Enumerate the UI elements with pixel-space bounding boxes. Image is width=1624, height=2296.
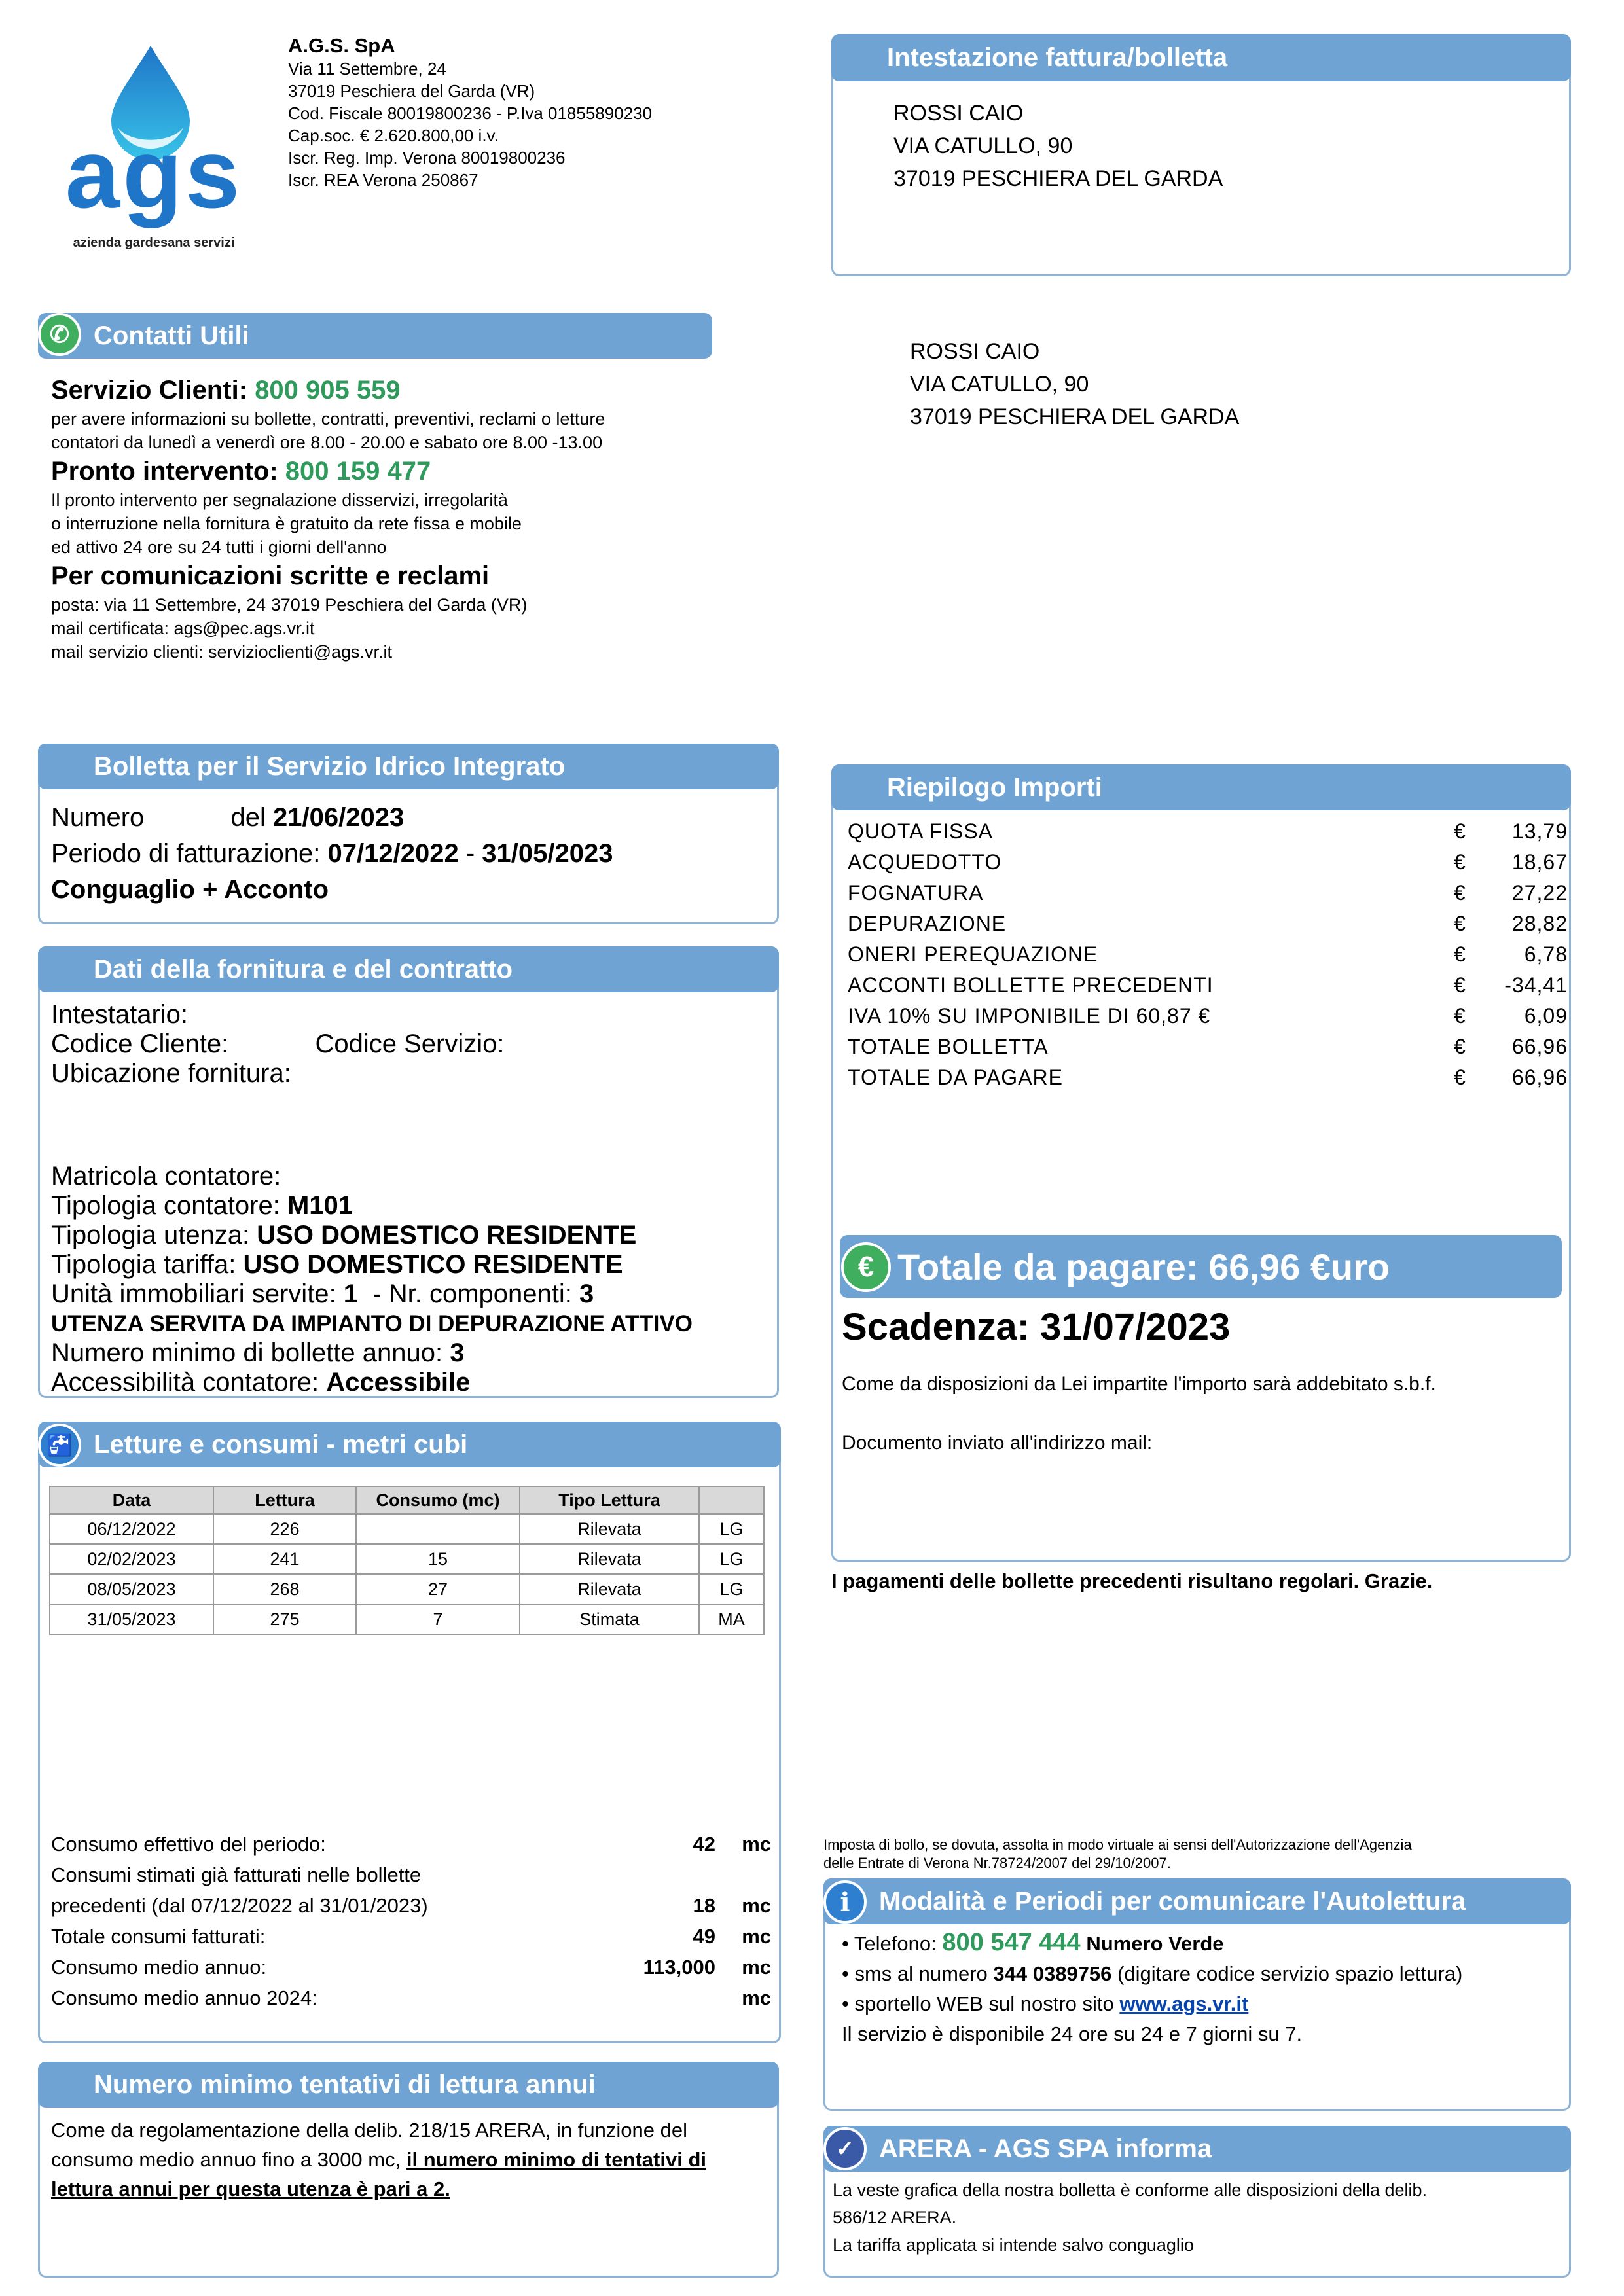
tentativi-line-1: Come da regolamentazione della delib. 218/15 ARERA, in funzione del [51, 2119, 687, 2142]
scadenza: Scadenza: 31/07/2023 [842, 1306, 1231, 1348]
logo-text: ags [65, 118, 243, 228]
riepilogo-row [848, 1066, 1568, 1096]
telefono-label: • Telefono: [842, 1932, 937, 1955]
tip-utenza-label: Tipologia utenza: [51, 1221, 250, 1249]
bollo-line-1: Imposta di bollo, se dovuta, assolta in modo virtuale ai sensi dell'Autorizzazione dell'Agenzia [823, 1837, 1412, 1853]
riepilogo-row [848, 973, 1568, 1004]
riepilogo-row [848, 1004, 1568, 1035]
fornitura-header [38, 946, 779, 992]
servizio-desc-2: contatori da lunedì a venerdì ore 8.00 - 20.00 e sabato ore 8.00 -13.00 [51, 433, 603, 452]
tentativi-line-2a: consumo medio annuo fino a 3000 mc, [51, 2148, 401, 2171]
company-address: Via 11 Settembre, 24 [288, 59, 446, 79]
bolletta-header [38, 744, 779, 789]
disposizioni-note: Come da disposizioni da Lei impartite l'importo sarà addebitato s.b.f. [842, 1373, 1436, 1395]
disponibilita-note: Il servizio è disponibile 24 ore su 24 e 7 giorni su 7. [842, 2022, 1303, 2045]
cell-consumo: 27 [356, 1574, 520, 1604]
arera-line-1: La veste grafica della nostra bolletta è conforme alle disposizioni della delib. [833, 2180, 1428, 2200]
letture-table [49, 1486, 765, 1635]
cell-consumo [356, 1514, 520, 1544]
letture-title: Letture e consumi - metri cubi [94, 1429, 468, 1459]
periodo-from: 07/12/2022 [327, 839, 459, 868]
riepilogo-row [848, 881, 1568, 912]
consumo-medio-2024-label: Consumo medio annuo 2024: [51, 1986, 317, 2009]
servizio-clienti-number[interactable]: 800 905 559 [255, 376, 401, 404]
cell-codice: LG [699, 1544, 764, 1574]
consumo-medio-label: Consumo medio annuo: [51, 1956, 267, 1979]
table-row [50, 1604, 764, 1634]
riepilogo-row [848, 912, 1568, 942]
unita-value: 1 [343, 1280, 359, 1308]
table-row [50, 1544, 764, 1574]
company-rea: Iscr. REA Verona 250867 [288, 170, 478, 190]
tentativi-line-2b: il numero minimo di tentativi di [406, 2148, 707, 2171]
tentativi-header [38, 2062, 779, 2108]
letture-table-wrap [49, 1486, 765, 1635]
totale-da-pagare: Totale da pagare: 66,96 €uro [897, 1246, 1390, 1287]
company-city: 37019 Peschiera del Garda (VR) [288, 81, 535, 101]
riepilogo-value: -34,41 [1504, 973, 1568, 997]
riepilogo-table [848, 819, 1568, 1121]
tip-contatore-label: Tipologia contatore: [51, 1191, 280, 1220]
intestatario-label: Intestatario: [51, 1000, 189, 1029]
documento-mail: Documento inviato all'indirizzo mail: [842, 1432, 1153, 1454]
arera-line-2: 586/12 ARERA. [833, 2208, 957, 2227]
totale-banner [840, 1235, 1562, 1298]
pronto-desc-3: ed attivo 24 ore su 24 tutti i giorni dell'anno [51, 537, 387, 557]
pronto-desc-1: Il pronto intervento per segnalazione disservizi, irregolarità [51, 490, 508, 510]
minimo-bollette-label: Numero minimo di bollette annuo: [51, 1338, 443, 1367]
header-data: Data [50, 1486, 213, 1514]
riepilogo-value: 18,67 [1511, 850, 1568, 874]
water-tap-icon: 🚰 [38, 1424, 81, 1467]
recipient-name: ROSSI CAIO [910, 339, 1040, 364]
currency-symbol: € [1454, 881, 1466, 905]
unit-mc: mc [742, 1925, 771, 1948]
tentativi-line-3: lettura annui per questa utenza è pari a 2. [51, 2178, 450, 2200]
cell-lettura: 226 [213, 1514, 356, 1544]
matricola-label: Matricola contatore: [51, 1162, 281, 1191]
periodo-label: Periodo di fatturazione: [51, 839, 321, 868]
bollo-line-2: delle Entrate di Verona Nr.78724/2007 del 29/10/2007. [823, 1855, 1171, 1871]
tag-icon: ✓ [823, 2127, 867, 2170]
tip-utenza-value: USO DOMESTICO RESIDENTE [257, 1221, 637, 1249]
riepilogo-header [831, 764, 1571, 810]
arera-line-3: La tariffa applicata si intende salvo conguaglio [833, 2235, 1194, 2255]
info-icon: i [823, 1880, 867, 1924]
recipient-city: 37019 PESCHIERA DEL GARDA [910, 404, 1240, 429]
bolletta-body [51, 800, 613, 908]
autolettura-title: Modalità e Periodi per comunicare l'Autolettura [879, 1886, 1466, 1916]
pronto-desc-2: o interruzione nella fornitura è gratuito da rete fissa e mobile [51, 514, 522, 533]
cell-codice: LG [699, 1514, 764, 1544]
cell-data: 08/05/2023 [50, 1574, 213, 1604]
unit-mc: mc [742, 1956, 771, 1979]
riepilogo-value: 13,79 [1511, 819, 1568, 843]
consumo-effettivo-label: Consumo effettivo del periodo: [51, 1833, 326, 1856]
letture-table-header [50, 1486, 764, 1514]
mail-address[interactable]: mail servizio clienti: servizioclienti@ags.vr.it [51, 642, 393, 662]
tip-tariffa-value: USO DOMESTICO RESIDENTE [243, 1250, 623, 1279]
company-info [288, 34, 652, 191]
periodo-to: 31/05/2023 [482, 839, 613, 868]
cell-tipo: Stimata [520, 1604, 699, 1634]
riepilogo-row [848, 850, 1568, 881]
arera-header [823, 2126, 1571, 2172]
company-name: A.G.S. SpA [288, 34, 395, 57]
periodo-sep: - [465, 839, 475, 868]
numero-label: Numero [51, 803, 145, 832]
riepilogo-row [848, 819, 1568, 850]
codice-cliente-label: Codice Cliente: [51, 1030, 229, 1058]
consumi-summary [51, 1833, 771, 2029]
cell-data: 31/05/2023 [50, 1604, 213, 1634]
bollo-note [823, 1836, 1412, 1873]
sms-number[interactable]: 344 0389756 [993, 1962, 1112, 1985]
riepilogo-value: 66,96 [1511, 1035, 1568, 1058]
cell-lettura: 241 [213, 1544, 356, 1574]
website-link[interactable]: www.ags.vr.it [1119, 1992, 1249, 2015]
recipient-address [910, 335, 1239, 433]
del-label: del [230, 803, 266, 832]
cell-tipo: Rilevata [520, 1574, 699, 1604]
telefono-number[interactable]: 800 547 444 [942, 1929, 1081, 1956]
header-tipo-lettura: Tipo Lettura [520, 1486, 699, 1514]
riepilogo-label: DEPURAZIONE [848, 912, 1007, 935]
pagamenti-regolari: I pagamenti delle bollette precedenti risultano regolari. Grazie. [831, 1570, 1433, 1592]
company-logo [52, 39, 255, 262]
cell-lettura: 268 [213, 1574, 356, 1604]
contatti-body [51, 373, 771, 664]
totale-consumi-label: Totale consumi fatturati: [51, 1925, 266, 1948]
accessibilita-label: Accessibilità contatore: [51, 1368, 319, 1397]
cell-codice: MA [699, 1604, 764, 1634]
currency-symbol: € [1454, 1035, 1466, 1058]
bolletta-title: Bolletta per il Servizio Idrico Integrato [94, 751, 566, 781]
currency-symbol: € [1454, 1004, 1466, 1028]
header-codice [699, 1486, 764, 1514]
cell-data: 06/12/2022 [50, 1514, 213, 1544]
riepilogo-value: 6,78 [1524, 942, 1568, 966]
tentativi-title: Numero minimo tentativi di lettura annui [94, 2070, 596, 2099]
sms-label: • sms al numero [842, 1962, 988, 1985]
currency-symbol: € [1454, 850, 1466, 874]
logo-subtitle: azienda gardesana servizi [73, 236, 235, 250]
consumo-medio-value: 113,000 [643, 1956, 715, 1979]
riepilogo-label: TOTALE BOLLETTA [848, 1035, 1049, 1058]
cell-codice: LG [699, 1574, 764, 1604]
servizio-desc-1: per avere informazioni su bollette, contratti, preventivi, reclami o letture [51, 409, 605, 429]
riepilogo-value: 27,22 [1511, 881, 1568, 905]
autolettura-body [842, 1928, 1462, 2049]
stimati-label-1: Consumi stimati già fatturati nelle bollette [51, 1863, 422, 1886]
euro-icon: € [841, 1242, 891, 1292]
pec-address[interactable]: mail certificata: ags@pec.ags.vr.it [51, 619, 315, 638]
cell-tipo: Rilevata [520, 1544, 699, 1574]
phone-icon: ✆ [38, 313, 81, 356]
riepilogo-value: 66,96 [1511, 1066, 1568, 1089]
currency-symbol: € [1454, 942, 1466, 966]
riepilogo-label: ACCONTI BOLLETTE PRECEDENTI [848, 973, 1214, 997]
intestazione-address [893, 97, 1223, 195]
stimati-value: 18 [693, 1894, 715, 1917]
minimo-bollette-value: 3 [450, 1338, 465, 1367]
cell-consumo: 7 [356, 1604, 520, 1634]
numero-verde-label: Numero Verde [1086, 1932, 1224, 1955]
codice-servizio-label: Codice Servizio: [315, 1030, 505, 1058]
riepilogo-label: FOGNATURA [848, 881, 984, 905]
company-capital: Cap.soc. € 2.620.800,00 i.v. [288, 126, 499, 145]
ubicazione-label: Ubicazione fornitura: [51, 1059, 291, 1088]
bolletta-date: 21/06/2023 [273, 803, 405, 832]
currency-symbol: € [1454, 819, 1466, 843]
company-fiscal: Cod. Fiscale 80019800236 - P.Iva 01855890230 [288, 103, 653, 123]
autolettura-header [823, 1878, 1571, 1924]
tip-tariffa-label: Tipologia tariffa: [51, 1250, 236, 1279]
intestazione-name: ROSSI CAIO [893, 101, 1024, 126]
fornitura-title: Dati della fornitura e del contratto [94, 954, 513, 984]
tentativi-body [51, 2115, 706, 2204]
currency-symbol: € [1454, 1066, 1466, 1089]
contatti-title: Contatti Utili [94, 321, 249, 350]
letture-header [38, 1422, 781, 1467]
totale-consumi-value: 49 [693, 1925, 715, 1948]
unit-mc: mc [742, 1986, 771, 2009]
stimati-label-2: precedenti (dal 07/12/2022 al 31/01/2023) [51, 1894, 428, 1917]
riepilogo-value: 28,82 [1511, 912, 1568, 935]
componenti-label: - Nr. componenti: [372, 1280, 572, 1308]
header-lettura: Lettura [213, 1486, 356, 1514]
comunicazioni-label: Per comunicazioni scritte e reclami [51, 562, 490, 590]
riepilogo-label: QUOTA FISSA [848, 819, 993, 843]
company-registry: Iscr. Reg. Imp. Verona 80019800236 [288, 148, 566, 168]
riepilogo-row [848, 1035, 1568, 1066]
riepilogo-label: ACQUEDOTTO [848, 850, 1002, 874]
table-row [50, 1574, 764, 1604]
web-label: • sportello WEB sul nostro sito [842, 1992, 1114, 2015]
componenti-value: 3 [579, 1280, 594, 1308]
unita-label: Unità immobiliari servite: [51, 1280, 336, 1308]
consumo-effettivo-value: 42 [693, 1833, 715, 1856]
unit-mc: mc [742, 1894, 771, 1917]
riepilogo-label: TOTALE DA PAGARE [848, 1066, 1063, 1089]
cell-consumo: 15 [356, 1544, 520, 1574]
depurazione-note: UTENZA SERVITA DA IMPIANTO DI DEPURAZIONE ATTIVO [51, 1311, 693, 1336]
intestazione-street: VIA CATULLO, 90 [893, 134, 1073, 158]
accessibilita-value: Accessibile [326, 1368, 471, 1397]
arera-title: ARERA - AGS SPA informa [879, 2134, 1212, 2163]
contatti-header [38, 313, 712, 359]
servizio-clienti-label: Servizio Clienti: [51, 376, 248, 404]
unit-mc: mc [742, 1833, 771, 1856]
intestazione-title: Intestazione fattura/bolletta [887, 43, 1228, 72]
riepilogo-row [848, 942, 1568, 973]
currency-symbol: € [1454, 973, 1466, 997]
table-row [50, 1514, 764, 1544]
cell-lettura: 275 [213, 1604, 356, 1634]
riepilogo-title: Riepilogo Importi [887, 772, 1102, 802]
arera-body [833, 2176, 1427, 2259]
tip-contatore-value: M101 [287, 1191, 353, 1220]
cell-tipo: Rilevata [520, 1514, 699, 1544]
header-consumo: Consumo (mc) [356, 1486, 520, 1514]
fornitura-body [51, 1000, 771, 1397]
riepilogo-label: IVA 10% SU IMPONIBILE DI 60,87 € [848, 1004, 1211, 1028]
posta-address: posta: via 11 Settembre, 24 37019 Peschiera del Garda (VR) [51, 595, 528, 615]
riepilogo-value: 6,09 [1524, 1004, 1568, 1028]
cell-data: 02/02/2023 [50, 1544, 213, 1574]
sms-suffix: (digitare codice servizio spazio lettura) [1117, 1962, 1463, 1985]
intestazione-header [831, 34, 1571, 81]
riepilogo-label: ONERI PEREQUAZIONE [848, 942, 1098, 966]
bolletta-tipo: Conguaglio + Acconto [51, 875, 329, 904]
currency-symbol: € [1454, 912, 1466, 935]
recipient-street: VIA CATULLO, 90 [910, 372, 1089, 397]
pronto-intervento-number[interactable]: 800 159 477 [285, 457, 431, 486]
intestazione-city: 37019 PESCHIERA DEL GARDA [893, 166, 1223, 191]
pronto-intervento-label: Pronto intervento: [51, 457, 278, 486]
